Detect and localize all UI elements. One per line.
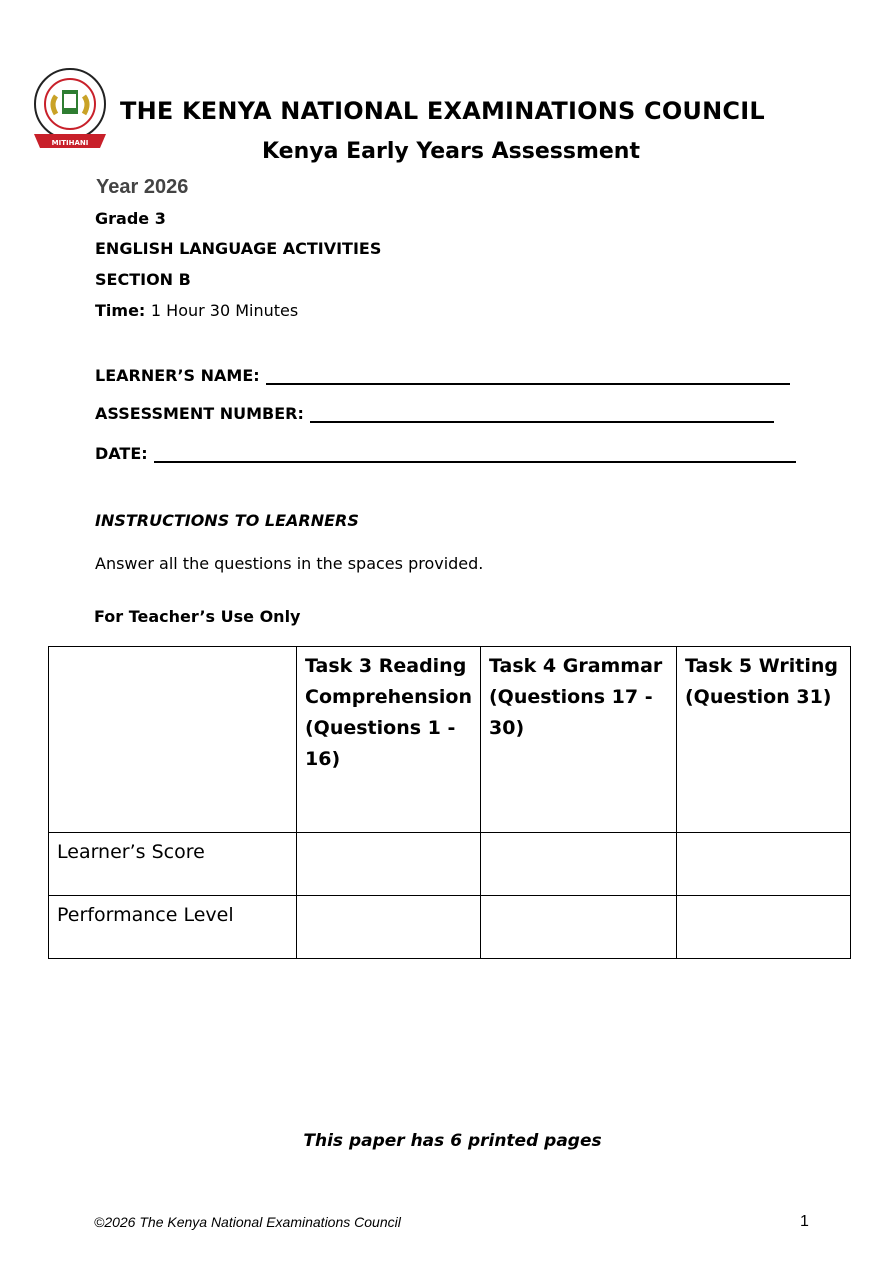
section: SECTION B <box>95 270 191 289</box>
learner-name-line[interactable] <box>266 369 790 385</box>
page-number: 1 <box>800 1213 809 1230</box>
score-cell[interactable] <box>677 833 851 896</box>
instructions-text: Answer all the questions in the spaces provided. <box>95 554 484 573</box>
time <box>95 301 298 320</box>
score-cell[interactable] <box>297 833 481 896</box>
learner-name-field[interactable] <box>95 366 790 385</box>
subject: ENGLISH LANGUAGE ACTIVITIES <box>95 239 382 258</box>
table-header-cell: Task 3 Reading Comprehension (Questions 1 - 16) <box>297 647 481 833</box>
printed-pages-note: This paper has 6 printed pages <box>303 1131 602 1151</box>
instructions-title: INSTRUCTIONS TO LEARNERS <box>95 511 359 530</box>
score-cell[interactable] <box>481 833 677 896</box>
grade: Grade 3 <box>95 209 166 228</box>
level-cell[interactable] <box>297 896 481 959</box>
svg-text:MITIHANI: MITIHANI <box>51 139 89 147</box>
date-label: DATE: <box>95 444 148 463</box>
assessment-number-label: ASSESSMENT NUMBER: <box>95 404 304 423</box>
level-cell[interactable] <box>481 896 677 959</box>
year: Year 2026 <box>96 176 189 198</box>
time-label: Time: <box>95 301 146 320</box>
table-header-cell: Task 5 Writing (Question 31) <box>677 647 851 833</box>
time-value: 1 Hour 30 Minutes <box>150 301 299 320</box>
copyright-footer: ©2026 The Kenya National Examinations Council <box>94 1214 401 1230</box>
table-row <box>49 833 851 896</box>
council-title: THE KENYA NATIONAL EXAMINATIONS COUNCIL <box>120 97 765 125</box>
assessment-number-field[interactable] <box>95 404 774 423</box>
table-header-cell: Task 4 Grammar (Questions 17 - 30) <box>481 647 677 833</box>
assessment-number-line[interactable] <box>310 407 774 423</box>
assessment-subtitle: Kenya Early Years Assessment <box>262 139 640 164</box>
table-row <box>49 896 851 959</box>
level-cell[interactable] <box>677 896 851 959</box>
table-header-cell <box>49 647 297 833</box>
knec-seal-logo <box>28 66 112 156</box>
learner-name-label: LEARNER’S NAME: <box>95 366 260 385</box>
teacher-score-table <box>48 646 851 959</box>
table-header-row <box>49 647 851 833</box>
teacher-use-caption: For Teacher’s Use Only <box>94 607 301 626</box>
row-label: Performance Level <box>49 896 297 959</box>
date-field[interactable] <box>95 444 796 463</box>
row-label: Learner’s Score <box>49 833 297 896</box>
date-line[interactable] <box>154 447 796 463</box>
